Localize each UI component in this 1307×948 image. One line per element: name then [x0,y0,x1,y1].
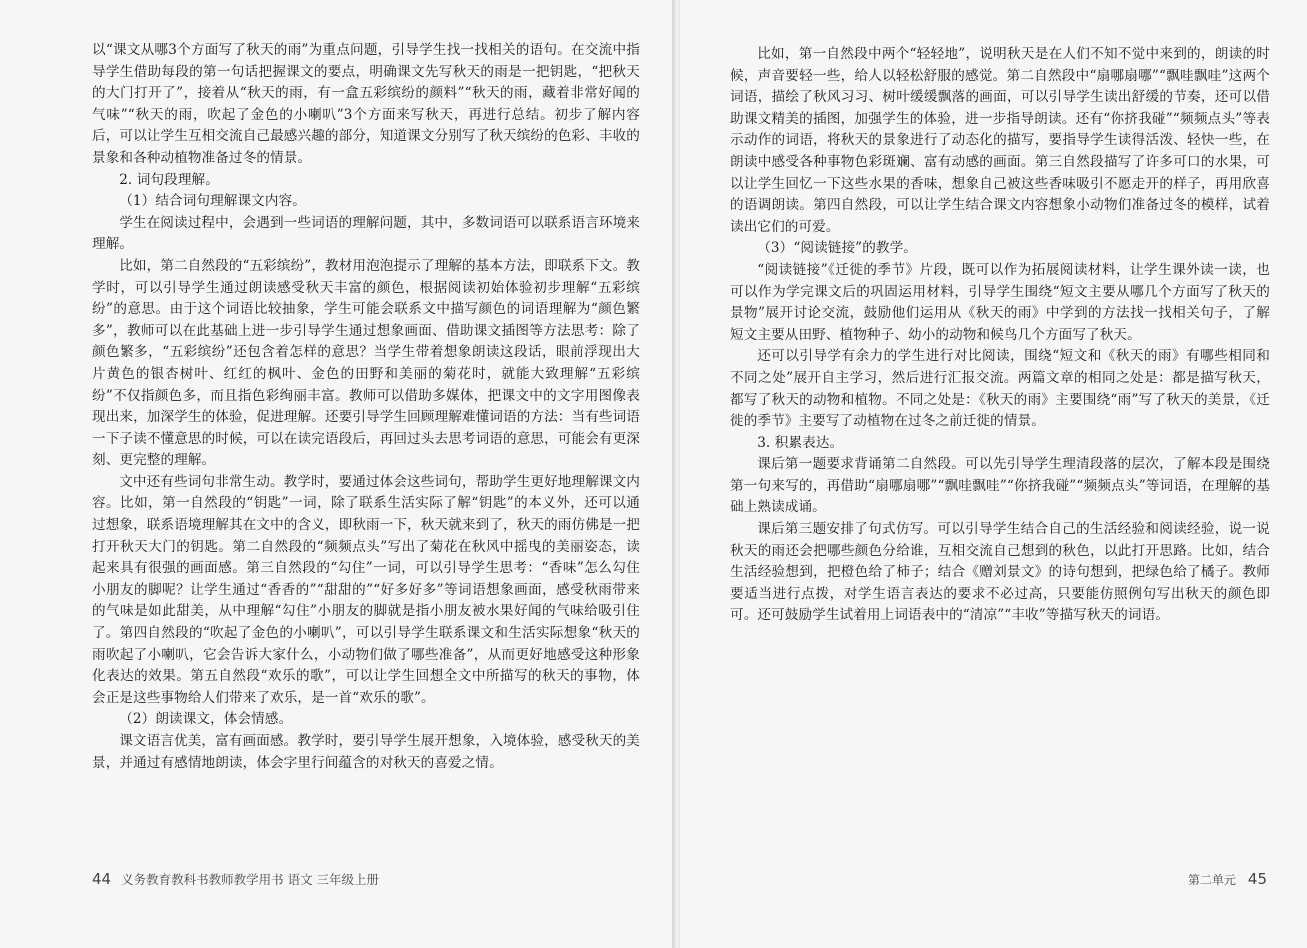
page-number: 45 [1247,870,1267,888]
right-page-footer [1188,870,1267,888]
paragraph: 课文语言优美，富有画面感。教学时，要引导学生展开想象，入境体验，感受秋天的美景，并通过有感情地朗读，体会字里行间蕴含的对秋天的喜爱之情。 [92,733,640,771]
section-heading: 2. 词句段理解。 [119,171,219,188]
right-page-body [730,44,1270,627]
paragraph: 学生在阅读过程中，会遇到一些词语的理解问题，其中，多数词语可以联系语言环境来理解。 [92,214,640,253]
paragraph: 课后第三题安排了句式仿写。可以引导学生结合自己的生活经验和阅读经验，说一说秋天的雨还会把哪些颜色分给谁，互相交流自己想到的秋色，以此打开思路。比如，结合生活经验想到，把橙色给了柿子；结合《赠刘景文》的诗句想到，把绿色给了橘子。教师要适当进行点拨，对学生语言表达的要求不必过高，只要能仿照例句写出秋天的颜色即可。还可鼓励学生试着用上词语表中的“清凉”“丰收”等描写秋天的词语。 [730,521,1270,624]
paragraph: 课后第一题要求背诵第二自然段。可以先引导学生理清段落的层次，了解本段是围绕第一句来写的，再借助“扇哪扇哪”“飘哇飘哇”“你挤我碰”“频频点头”等词语，在理解的基础上熟读成诵。 [730,456,1270,516]
right-page [680,0,1307,948]
unit-label: 第二单元 [1187,873,1236,887]
subsection-heading: （2）朗读课文，体会情感。 [119,711,293,728]
page-number: 44 [92,870,112,888]
book-title: 义务教育教科书教师教学用书 语文 三年级上册 [121,872,380,887]
subsection-heading: （1）结合词句理解课文内容。 [119,193,306,210]
subsection-heading: （3）“阅读链接”的教学。 [757,240,917,257]
paragraph: 比如，第一自然段中两个“轻轻地”，说明秋天是在人们不知不觉中来到的，朗读的时候，声音要轻一些，给人以轻松舒服的感觉。第二自然段中“扇哪扇哪”“飘哇飘哇”这两个词语，描绘了秋风习习、树叶缓缓飘落的画面，可以引导学生读出舒缓的节奏，还可以借助课文精美的插图，加强学生的体验，进一步指导朗读。还有“你挤我碰”“频频点头”等表示动作的词语，将秋天的景象进行了动态化的描写，要指导学生读得活泼、轻快一些，在朗读中感受各种事物色彩斑斓、富有动感的画面。第三自然段描写了许多可口的水果，可以让学生回忆一下这些水果的香味，想象自己被这些香味吸引不愿走开的样子，再用欣喜的语调朗读。第四自然段，可以让学生结合课文内容想象小动物们准备过冬的模样，试着读出它们的可爱。 [730,46,1270,235]
paragraph: “阅读链接”《迁徙的季节》片段，既可以作为拓展阅读材料，让学生课外读一读，也可以作为学完课文后的巩固运用材料，引导学生围绕“短文主要从哪几个方面写了秋天的景物”展开讨论交流，鼓励他们运用从《秋天的雨》中学到的方法找一找相关句子，了解短文主要从田野、植物种子、幼小的动物和候鸟几个方面写了秋天。 [730,261,1270,343]
paragraph: 文中还有些词句非常生动。教学时，要通过体会这些词句，帮助学生更好地理解课文内容。比如，第一自然段的“钥匙”一词，除了联系生活实际了解“钥匙”的本义外，还可以通过想象，联系语境理解其在文中的含义，即秋雨一下，秋天就来到了，秋天的雨仿佛是一把打开秋天大门的钥匙。第二自然段的“频频点头”写出了菊花在秋风中摇曳的美丽姿态，读起来具有很强的画面感。第三自然段的“勾住”一词，可以引导学生思考：“香味”怎么勾住小朋友的脚呢？让学生通过“香香的”“甜甜的”“好多好多”等词语想象画面，感受秋雨带来的气味是如此甜美，从中理解“勾住”小朋友的脚就是指小朋友被水果好闻的气味给吸引住了。第四自然段的“吹起了金色的小喇叭”，可以引导学生联系课文和生活实际想象“秋天的雨吹起了小喇叭，它会告诉大家什么，小动物们做了哪些准备”，从而更好地感受这种形象化表达的效果。第五自然段“欢乐的歌”，可以让学生回想全文中所描写的秋天的事物，体会正是这些事物给人们带来了欢乐，是一首“欢乐的歌”。 [92,473,640,706]
left-page-footer [92,870,379,888]
section-heading: 3. 积累表达。 [757,434,844,451]
paragraph: 比如，第二自然段的“五彩缤纷”，教材用泡泡提示了理解的基本方法，即联系下文。教学时，可以引导学生通过朗读感受秋天丰富的颜色，根据阅读初始体验初步理解“五彩缤纷”的意思。由于这个词语比较抽象，学生可能会联系文中描写颜色的词语理解为“颜色繁多”，教师可以在此基础上进一步引导学生通过想象画面、借助课文插图等方法思考：除了颜色繁多，“五彩缤纷”还包含着怎样的意思？当学生带着想象朗读这段话，眼前浮现出大片黄色的银杏树叶、红红的枫叶、金色的田野和美丽的菊花时，就能大致理解“五彩缤纷”不仅指颜色多，而且指色彩绚丽丰富。教师可以借助多媒体，把课文中的文字用图像表现出来，加深学生的体验，促进理解。还要引导学生回顾理解难懂词语的方法：当有些词语一下子读不懂意思的时候，可以在读完语段后，再回过头去思考词语的意思，可能会有更深刻、更完整的理解。 [92,257,640,469]
paragraph: 以“课文从哪3个方面写了秋天的雨”为重点问题，引导学生找一找相关的语句。在交流中指导学生借助每段的第一句话把握课文的要点，明确课文先写秋天的雨是一把钥匙，“把秋天的大门打开了”，接着从“秋天的雨，有一盒五彩缤纷的颜料”“秋天的雨，藏着非常好闻的气味”“秋天的雨，吹起了金色的小喇叭”3个方面来写秋天，再进行总结。初步了解内容后，可以让学生互相交流自己最感兴趣的部分，知道课文分别写了秋天缤纷的色彩、丰收的景象和各种动植物准备过冬的情景。 [92,42,640,166]
left-page-body [92,40,640,774]
paragraph: 还可以引导学有余力的学生进行对比阅读，围绕“短文和《秋天的雨》有哪些相同和不同之处”展开自主学习，然后进行汇报交流。两篇文章的相同之处是：都是描写秋天，都写了秋天的动物和植物。不同之处是：《秋天的雨》主要围绕“雨”写了秋天的美景，《迁徙的季节》主要写了动植物在过冬之前迁徙的情景。 [730,348,1270,430]
